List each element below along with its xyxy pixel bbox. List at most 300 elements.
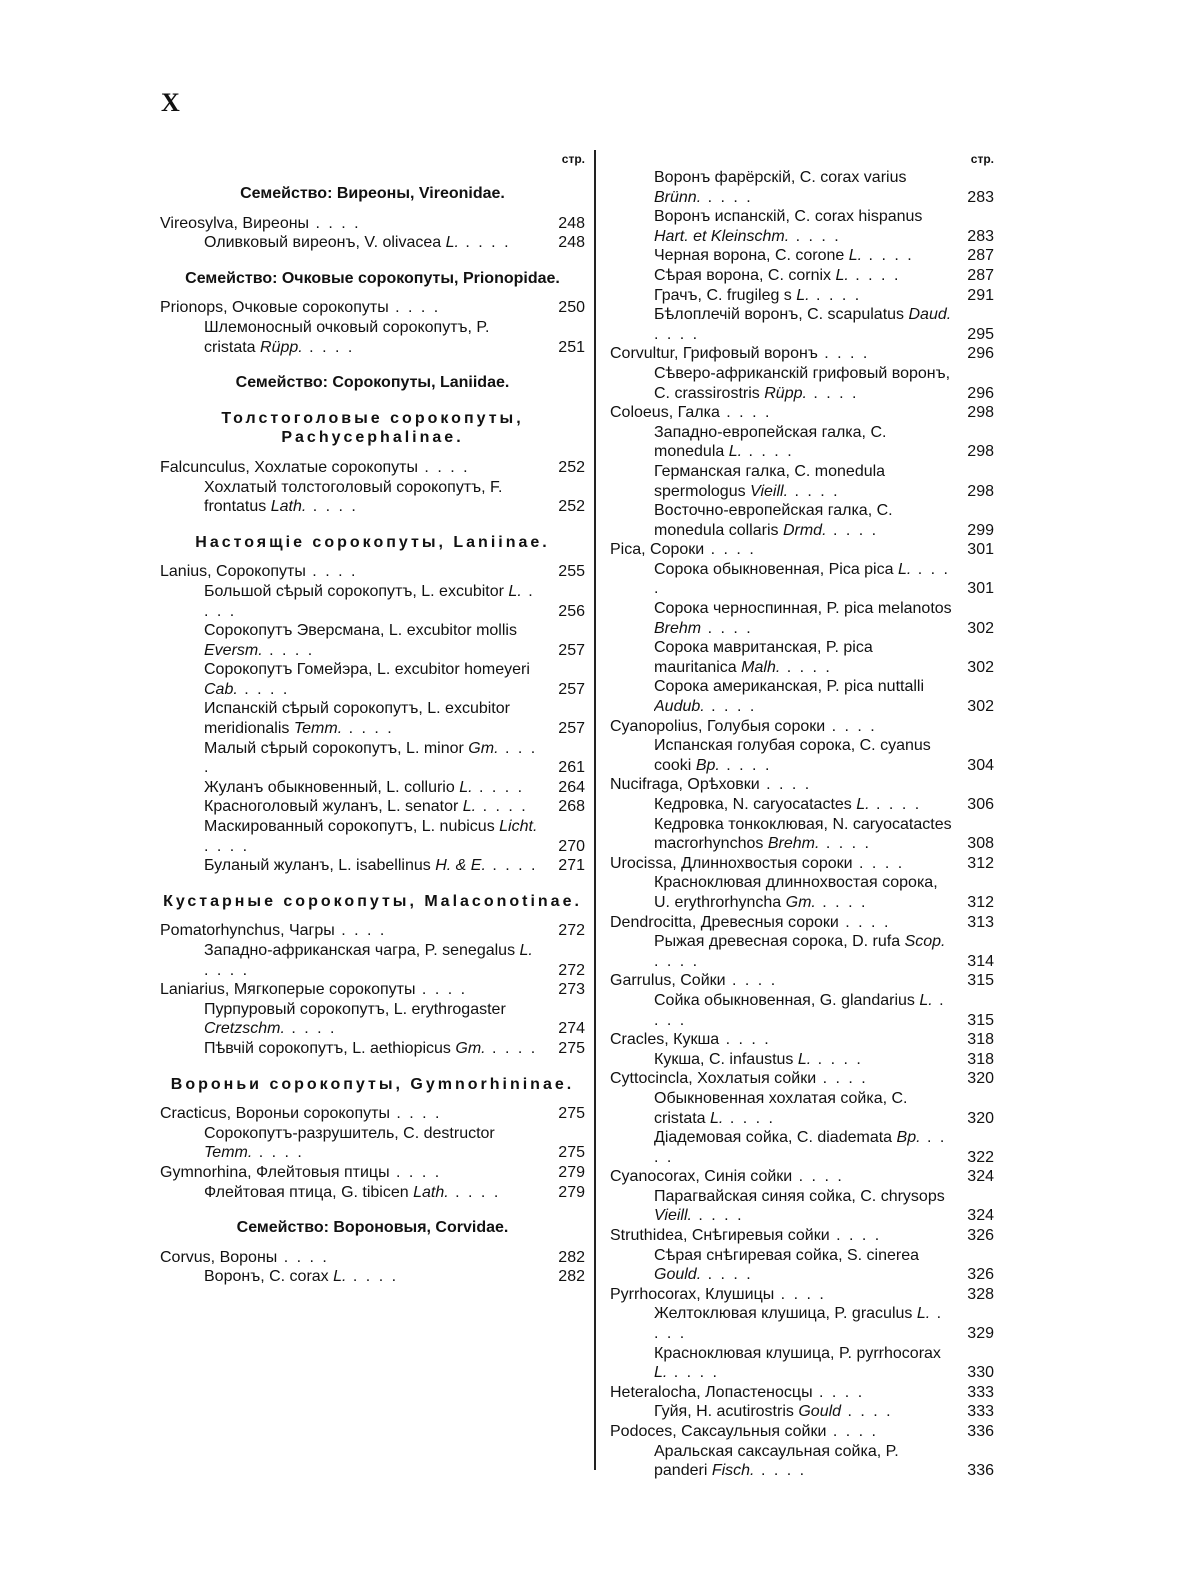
entry-name: Pica, Сороки [610, 541, 705, 559]
species-entry [160, 1124, 585, 1163]
species-entry [160, 660, 585, 699]
page-number: 252 [558, 458, 585, 476]
entry-author: Rüpp. [260, 338, 303, 356]
entry-name: Германская галка, C. monedula spermologus [654, 462, 886, 500]
page-number: 287 [967, 247, 994, 265]
dot-leader: . . . . [654, 952, 700, 970]
entry-author: L. [835, 266, 849, 284]
species-entry [610, 305, 994, 344]
section-heading: Настоящіе сорокопуты, Laniinae. [195, 533, 550, 551]
entry-name: Западно-африканская чагра, P. senegalus [204, 942, 516, 959]
species-entry [160, 318, 585, 357]
entry-name: Cyttocincla, Хохлатыя сойки [610, 1070, 817, 1088]
dot-leader: . . . . [309, 214, 361, 232]
species-entry [610, 638, 994, 677]
dot-leader: . . . . [472, 778, 525, 796]
entry-author: Hart. et Kleinschm. [654, 227, 790, 245]
dot-leader: . . . . [485, 1039, 538, 1057]
species-entry [610, 795, 994, 815]
entry-name: Бѣлоплечій воронъ, C. scapulatus [654, 306, 905, 324]
entry-name: Cyanocorax, Синія сойки [610, 1168, 793, 1186]
species-entry [160, 478, 585, 517]
entry-author: Lath. [270, 498, 307, 516]
entry-author: Gould [798, 1403, 842, 1421]
section-heading: Семейство: Сорокопуты, Laniidae. [235, 374, 510, 392]
page-number: 308 [967, 835, 994, 853]
species-entry [160, 582, 585, 621]
dot-leader: . . . . [654, 325, 700, 343]
page-number: 320 [967, 1109, 994, 1127]
entry-author: L. [856, 796, 870, 813]
entry-author: L. [508, 582, 522, 600]
page-number: 304 [967, 756, 994, 774]
entry-name: Laniarius, Мягкоперые сорокопуты [160, 981, 416, 999]
page-number: 301 [967, 541, 994, 559]
entry-author: Vieill. [750, 482, 789, 500]
entry-author: L. [333, 1268, 347, 1286]
page-number: 268 [558, 798, 585, 816]
entry-name: Falcunculus, Хохлатые сорокопуты [160, 458, 418, 476]
entry-name: Испанская голубая сорока, C. cyanus cooki [654, 737, 931, 774]
page-number: 279 [558, 1183, 585, 1201]
entry-author: Brünn. [654, 188, 702, 206]
entry-name: Corvus, Вороны [160, 1248, 278, 1266]
page-number: 336 [967, 1423, 994, 1440]
species-entry [610, 207, 994, 246]
entry-name: Воронъ, C. corax [204, 1268, 329, 1286]
dot-leader: . . . . [826, 1423, 878, 1440]
entry-name: Аральская саксаульная сойка, P. panderi [654, 1442, 899, 1480]
entry-author: Vieill. [654, 1207, 692, 1225]
species-entry [610, 423, 994, 462]
species-entry [160, 856, 585, 876]
entry-name: Сорока черноспинная, P. pica melanotos [654, 600, 952, 618]
entry-author: Gm. [468, 739, 499, 757]
page-number: 251 [558, 338, 585, 356]
page-number: 270 [558, 837, 585, 855]
species-entry [610, 815, 994, 854]
dot-leader: . . . . [829, 1227, 882, 1245]
entry-name: Кедровка тонкоклювая, N. caryocatactes macrorhynchos [654, 815, 952, 853]
entry-author: Gm. [785, 893, 816, 911]
species-entry [610, 1402, 994, 1422]
genus-entry [160, 980, 585, 1000]
species-entry [610, 1304, 994, 1343]
section-heading: Семейство: Вороновыя, Corvidae. [236, 1219, 509, 1237]
dot-leader: . . . . [334, 922, 387, 940]
dot-leader: . . . . [816, 1070, 868, 1088]
page-number: 261 [558, 759, 585, 777]
dot-leader: . . . . [719, 404, 772, 422]
entry-name: Обыкновенная хохлатая сойка, C. cristata [654, 1089, 908, 1127]
entry-name: Dendrocitta, Древесныя сороки [610, 913, 839, 931]
page-number: 275 [558, 1039, 585, 1057]
page-number-roman: X [161, 88, 180, 117]
page-number: 312 [967, 854, 994, 872]
page-number: 256 [558, 602, 585, 620]
species-entry [610, 1442, 994, 1481]
entry-author: L. [848, 247, 863, 265]
page-number: 275 [558, 1105, 585, 1123]
dot-leader: . . . . [667, 1364, 719, 1382]
dot-leader: . . . . [654, 991, 946, 1029]
dot-leader: . . . . [691, 1207, 744, 1225]
dot-leader: . . . . [838, 913, 891, 931]
entry-name: Красноклювая клушица, P. pyrrhocorax [654, 1344, 941, 1362]
dot-leader: . . . . [204, 739, 538, 777]
entry-name: Pomatorhynchus, Чагры [160, 922, 335, 940]
page-number: 318 [967, 1050, 994, 1068]
page-number: 257 [558, 680, 585, 698]
page-number: 315 [967, 972, 994, 990]
page-number: 279 [558, 1163, 585, 1181]
section-heading: Толстоголовые сорокопуты, Pachycephalinae. [221, 409, 524, 447]
dot-leader: . . . . [719, 756, 772, 774]
page-number: 275 [558, 1144, 585, 1162]
species-entry [610, 246, 994, 266]
dot-leader: . . . . [754, 1462, 807, 1480]
genus-entry [160, 921, 585, 941]
dot-leader: . . . . [825, 717, 877, 735]
page-number: 271 [558, 857, 585, 875]
entry-name: Флейтовая птица, G. tibicen [204, 1183, 409, 1201]
species-entry [160, 817, 585, 856]
entry-name: Сорокопутъ Эверсмана, L. excubitor mollis [204, 622, 517, 640]
page-number: 301 [967, 580, 994, 598]
entry-name: Пурпуровый сорокопутъ, L. erythrogaster [204, 1000, 506, 1018]
genus-entry [610, 1226, 994, 1246]
page-number: 282 [558, 1248, 585, 1266]
entry-author: L. [462, 798, 477, 816]
page-number: 272 [558, 922, 585, 940]
species-entry [160, 233, 585, 253]
dot-leader: . . . . [284, 1020, 337, 1038]
page-number: 248 [558, 234, 585, 252]
page-number: 257 [558, 720, 585, 738]
entry-author: L. [897, 560, 912, 578]
page-number: 296 [967, 345, 994, 363]
entry-author: Licht. [499, 818, 538, 836]
dot-leader: . . . . [654, 1129, 947, 1166]
dot-leader: . . . . [389, 1105, 442, 1123]
page-column-label: стр. [561, 152, 585, 166]
entry-author: Fisch. [711, 1462, 755, 1480]
entry-author: Malh. [741, 658, 781, 676]
entry-name: Podoces, Саксаульныя сойки [610, 1423, 827, 1440]
entry-author: L. [919, 991, 933, 1009]
section-heading: Семейство: Виреоны, Vireonidae. [240, 185, 505, 202]
entry-author: Cab. [204, 680, 238, 698]
genus-entry [610, 1383, 994, 1403]
entry-name: Cracticus, Вороньи сорокопуты [160, 1105, 390, 1123]
entry-author: L. [797, 1050, 812, 1068]
entry-author: L. [796, 286, 810, 304]
entry-name: Cyanopolius, Голубыя сороки [610, 717, 826, 735]
genus-entry [160, 214, 585, 234]
page-number: 255 [558, 563, 585, 581]
dot-leader: . . . . [742, 443, 794, 461]
species-entry [610, 1050, 994, 1070]
index-column-left [160, 150, 585, 1287]
entry-author: Gould. [654, 1266, 702, 1284]
entry-name: Рыжая древесная сорока, D. rufa [654, 933, 901, 951]
page-number: 264 [558, 778, 585, 796]
entry-author: L. [710, 1109, 724, 1127]
page-number: 324 [967, 1207, 994, 1225]
species-entry [160, 621, 585, 660]
genus-entry [160, 1163, 585, 1183]
entry-name: Сорокопутъ-разрушитель, C. destructor [204, 1124, 495, 1142]
page-number: 306 [967, 796, 994, 813]
dot-leader: . . . . [701, 1266, 753, 1284]
dot-leader: . . . . [812, 1383, 865, 1401]
entry-name: Большой сѣрый сорокопутъ, L. excubitor [204, 582, 504, 600]
entry-name: Сорока мавританская, P. pica mauritanica [654, 639, 873, 676]
page-number: 324 [967, 1168, 994, 1186]
entry-author: Rüpp. [764, 384, 807, 402]
dot-leader: . . . . [415, 981, 468, 999]
genus-entry [610, 403, 994, 423]
entry-author: Scop. [904, 933, 946, 951]
page-number: 250 [558, 299, 585, 317]
page-number: 298 [967, 404, 994, 422]
entry-name: Желтоклювая клушица, P. graculus [654, 1305, 913, 1323]
dot-leader: . . . . [723, 1109, 775, 1127]
page-number: 257 [558, 641, 585, 659]
page-number: 314 [967, 952, 994, 970]
dot-leader: . . . . [819, 835, 871, 853]
entry-name: Испанскій сѣрый сорокопутъ, L. excubitor meridionalis [204, 700, 510, 738]
page-number: 252 [558, 498, 585, 516]
dot-leader: . . . . [388, 299, 441, 317]
dot-leader: . . . . [759, 776, 812, 794]
entry-name: Сойка обыкновенная, G. glandarius [654, 991, 915, 1009]
entry-author: Temm. [204, 1144, 253, 1162]
entry-author: Drmd. [782, 521, 827, 539]
page-number: 248 [558, 214, 585, 232]
species-entry [610, 462, 994, 501]
entry-name: Хохлатый толстоголовый сорокопутъ, F. frontatus [204, 478, 503, 516]
page-number: 336 [967, 1462, 994, 1480]
dot-leader: . . . . [811, 1050, 863, 1068]
dot-leader: . . . . [841, 1403, 893, 1421]
entry-name: Garrulus, Сойки [610, 972, 726, 990]
dot-leader: . . . . [809, 286, 862, 304]
entry-author: Eversm. [204, 641, 263, 659]
dot-leader: . . . . [305, 563, 358, 581]
dot-leader: . . . . [417, 458, 470, 476]
page-number: 282 [558, 1268, 585, 1286]
entry-author: L. [519, 942, 533, 959]
dot-leader: . . . . [476, 798, 528, 816]
species-entry [610, 364, 994, 403]
entry-name: Struthidea, Снѣгиревыя сойки [610, 1227, 830, 1245]
page-number: 326 [967, 1227, 994, 1245]
genus-entry [610, 854, 994, 874]
dot-leader: . . . . [789, 227, 841, 245]
entry-name: Пѣвчій сорокопутъ, L. aethiopicus [204, 1039, 451, 1057]
page-number: 329 [967, 1325, 994, 1343]
entry-name: Сорока обыкновенная, Pica pica [654, 560, 894, 578]
dot-leader: . . . . [485, 857, 538, 875]
entry-name: Парагвайская синяя сойка, C. chrysops [654, 1187, 945, 1205]
entry-name: Vireosylva, Виреоны [160, 214, 310, 232]
entry-name: Gymnorhina, Флейтовыя птицы [160, 1163, 390, 1181]
entry-name: Шлемоносный очковый сорокопутъ, P. cristata [204, 318, 490, 356]
page-number: 333 [967, 1383, 994, 1401]
dot-leader: . . . . [302, 338, 355, 356]
page-column-label: стр. [970, 152, 994, 166]
dot-leader: . . . . [252, 1144, 304, 1162]
genus-entry [610, 1167, 994, 1187]
entry-name: Сѣрая снѣгиревая сойка, S. cinerea [654, 1246, 919, 1264]
page-number: 322 [967, 1148, 994, 1166]
species-entry [610, 599, 994, 638]
genus-entry [160, 1248, 585, 1268]
genus-entry [610, 1285, 994, 1305]
entry-name: Гуйя, H. acutirostris [654, 1403, 794, 1421]
entry-name: Буланый жуланъ, L. isabellinus [204, 857, 431, 875]
dot-leader: . . . . [342, 720, 394, 738]
species-entry [160, 941, 585, 980]
entry-name: Сорока американская, P. pica nuttalli [654, 678, 925, 696]
page-number: 295 [967, 325, 994, 343]
entry-author: L. [654, 1364, 668, 1382]
entry-name: Черная ворона, C. corone [654, 247, 845, 265]
page-number: 287 [967, 266, 994, 284]
dot-leader: . . . . [862, 247, 914, 265]
section-heading: Семейство: Очковые сорокопуты, Prionopidae. [185, 269, 560, 287]
species-entry [610, 1344, 994, 1383]
species-entry [160, 699, 585, 738]
dot-leader: . . . . [806, 384, 859, 402]
genus-entry [610, 1030, 994, 1050]
page-number: 330 [967, 1364, 994, 1382]
entry-author: Audub. [654, 698, 705, 716]
page-number: 298 [967, 482, 994, 500]
dot-leader: . . . . [277, 1248, 329, 1266]
page-number: 274 [558, 1020, 585, 1038]
entry-name: Діадемовая сойка, C. diademata [654, 1129, 893, 1147]
entry-author: Brehm. [767, 835, 820, 853]
genus-entry [610, 1069, 994, 1089]
page-number: 283 [967, 188, 994, 206]
entry-name: Heteralocha, Лопастеносцы [610, 1383, 813, 1401]
page-number: 320 [967, 1070, 994, 1088]
entry-name: Pyrrhocorax, Клушицы [610, 1285, 775, 1303]
entry-name: Воронъ фарёрскій, C. corax varius [654, 169, 907, 186]
entry-author: L. [459, 778, 473, 796]
species-entry [610, 286, 994, 306]
dot-leader: . . . . [204, 961, 250, 979]
dot-leader: . . . . [262, 641, 315, 659]
dot-leader: . . . . [719, 1031, 771, 1049]
genus-entry [610, 971, 994, 991]
entry-name: Cracles, Кукша [610, 1031, 720, 1049]
page-number: 326 [967, 1266, 994, 1284]
dot-leader: . . . . [448, 1183, 501, 1201]
page-number: 328 [967, 1285, 994, 1303]
entry-name: Западно-европейская галка, C. monedula [654, 423, 887, 461]
entry-author: Daud. [908, 306, 952, 324]
species-entry [160, 1183, 585, 1203]
dot-leader: . . . . [725, 972, 778, 990]
page-number: 302 [967, 619, 994, 637]
dot-leader: . . . . [458, 234, 511, 252]
index-column-right [610, 150, 994, 1481]
species-entry [610, 736, 994, 775]
entry-author: L. [728, 443, 743, 461]
dot-leader: . . . . [848, 266, 901, 284]
entry-author: L. [916, 1305, 931, 1323]
entry-name: Coloeus, Галка [610, 404, 720, 422]
genus-entry [160, 298, 585, 318]
species-entry [610, 873, 994, 912]
genus-entry [610, 775, 994, 795]
dot-leader: . . . . [774, 1285, 826, 1303]
genus-entry [610, 1422, 994, 1442]
dot-leader: . . . . [204, 837, 250, 855]
species-entry [610, 168, 994, 207]
column-divider [594, 150, 596, 1470]
species-entry [610, 1089, 994, 1128]
species-entry [610, 932, 994, 971]
dot-leader: . . . . [204, 582, 535, 620]
dot-leader: . . . . [852, 854, 905, 872]
species-entry [610, 991, 994, 1030]
species-entry [610, 266, 994, 286]
genus-entry [610, 717, 994, 737]
entry-name: Lanius, Сорокопуты [160, 563, 306, 581]
page-number: 313 [967, 913, 994, 931]
species-entry [610, 1128, 994, 1167]
dot-leader: . . . . [817, 345, 870, 363]
dot-leader: . . . . [654, 1305, 944, 1343]
dot-leader: . . . . [869, 796, 922, 813]
page-number: 315 [967, 1011, 994, 1029]
page-number: 291 [967, 286, 994, 304]
genus-entry [160, 1104, 585, 1124]
species-entry [610, 677, 994, 716]
dot-leader: . . . . [780, 658, 832, 676]
entry-author: Temm. [293, 720, 343, 738]
species-entry [610, 501, 994, 540]
entry-name: Corvultur, Грифовый воронъ [610, 345, 818, 363]
species-entry [160, 739, 585, 778]
entry-author: Bp. [695, 756, 720, 774]
dot-leader: . . . . [788, 482, 840, 500]
entry-name: Жуланъ обыкновенный, L. collurio [204, 778, 455, 796]
page-number: 312 [967, 893, 994, 911]
species-entry [610, 560, 994, 599]
entry-name: Сорокопутъ Гомейэра, L. excubitor homeyeri [204, 661, 530, 679]
entry-author: Gm. [455, 1039, 486, 1057]
dot-leader: . . . . [826, 521, 879, 539]
species-entry [610, 1246, 994, 1285]
genus-entry [610, 913, 994, 933]
dot-leader: . . . . [237, 680, 290, 698]
entry-name: Восточно-европейская галка, C. monedula collaris [654, 502, 893, 539]
entry-name: Красноклювая длиннохвостая сорока, U. erythrorhyncha [654, 874, 938, 911]
page-number: 302 [967, 658, 994, 676]
entry-author: Cretzschm. [204, 1020, 285, 1038]
genus-entry [610, 344, 994, 364]
entry-name: Воронъ испанскій, C. corax hispanus [654, 208, 923, 226]
species-entry [160, 1267, 585, 1287]
page-number: 318 [967, 1031, 994, 1049]
species-entry [160, 797, 585, 817]
genus-entry [610, 540, 994, 560]
